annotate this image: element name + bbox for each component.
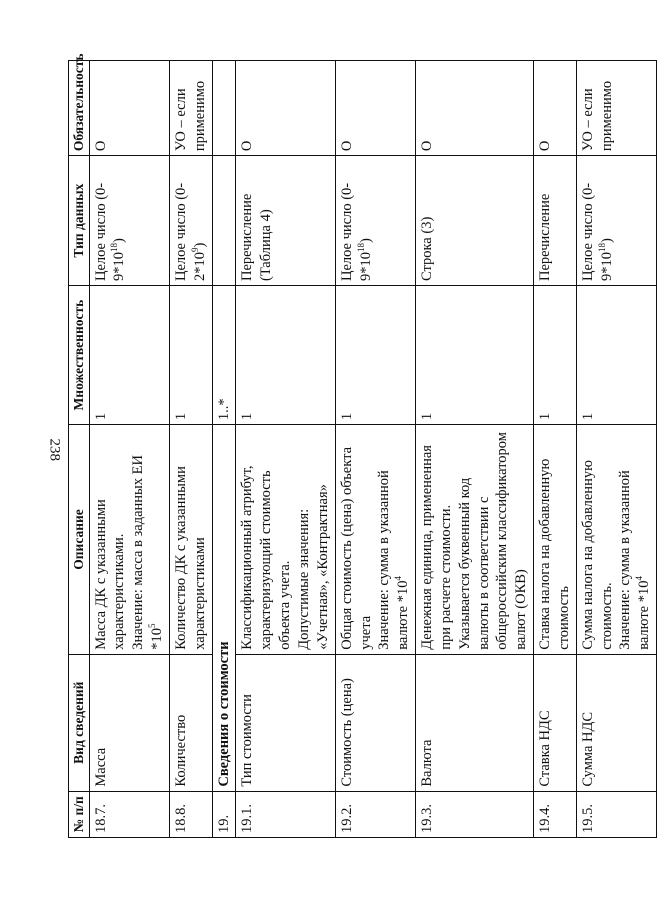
row-description — [89, 425, 169, 655]
row-number: 18.7. — [89, 791, 169, 837]
superscript: 5 — [147, 623, 158, 629]
table-row — [89, 61, 169, 838]
row-multiplicity: 1 — [335, 286, 415, 425]
table-row — [169, 61, 212, 838]
header-kind: Вид сведений — [69, 654, 90, 791]
description-line: Сумма налога на добавленную стоимость. — [579, 460, 615, 650]
superscript: 18 — [596, 243, 607, 253]
header-data-type: Тип данных — [69, 156, 90, 286]
row-number: 19. — [212, 791, 236, 837]
row-kind: Сумма НДС — [576, 654, 656, 791]
row-multiplicity: 1 — [236, 286, 335, 425]
specification-table — [68, 53, 657, 838]
description-line: Денежная единица, примененная при расчете стоимости. — [419, 445, 454, 650]
superscript: 18 — [355, 243, 366, 253]
row-number: 19.2. — [335, 791, 415, 837]
row-multiplicity: 1 — [416, 286, 534, 425]
row-number: 19.5. — [576, 791, 656, 837]
row-mandatory — [212, 61, 236, 156]
row-description: Ставка налога на добавленную стоимость — [534, 425, 577, 655]
row-data-type: Целое число $(0-9*10^{18})$ — [335, 156, 415, 286]
row-mandatory: О — [416, 61, 534, 156]
row-kind: Масса — [89, 654, 169, 791]
row-kind: Тип стоимости — [236, 654, 335, 791]
description-line: Масса ДК с указанными характеристиками. — [92, 499, 128, 650]
row-kind: Ставка НДС — [534, 654, 577, 791]
row-mandatory: О — [89, 61, 169, 156]
row-data-type: Целое число $(0-9*10^{18})$ — [576, 156, 656, 286]
row-data-type: Перечисление (Таблица 4) — [236, 156, 335, 286]
description-line: Указывается буквенный код валюты в соответствии с общероссийским классификатором валют (ОКВ) — [456, 432, 530, 650]
row-mandatory: О — [236, 61, 335, 156]
row-data-type: Целое число $(0-9*10^{18})$ — [89, 156, 169, 286]
row-description — [416, 425, 534, 655]
row-multiplicity: 1 — [534, 286, 577, 425]
superscript: 4 — [634, 576, 645, 581]
superscript: 4 — [393, 576, 404, 581]
header-multiplicity: Множественность — [69, 286, 90, 425]
row-description — [576, 425, 656, 655]
row-mandatory: УО – если применимо — [169, 61, 212, 156]
table-row — [335, 61, 415, 838]
row-description — [236, 425, 335, 655]
row-kind: Валюта — [416, 654, 534, 791]
description-line: Классификационный атрибут, характеризующий стоимость объекта учета. — [239, 465, 294, 650]
header-description: Описание — [69, 425, 90, 655]
description-line: Значение: сумма в указанной валюте $*10^4$ — [617, 470, 653, 650]
row-multiplicity: 1 — [169, 286, 212, 425]
row-description: Количество ДК с указанными характеристиками — [169, 425, 212, 655]
description-line: Допустимые значения: — [295, 508, 312, 650]
header-mandatory: Обязательность — [69, 61, 90, 156]
row-description — [335, 425, 415, 655]
row-multiplicity: 1 — [89, 286, 169, 425]
row-number: 19.4. — [534, 791, 577, 837]
row-data-type: Целое число $(0-2*10^9)$ — [169, 156, 212, 286]
row-data-type — [212, 156, 236, 286]
row-kind: Стоимость (цена) — [335, 654, 415, 791]
row-number: 18.8. — [169, 791, 212, 837]
table-header-row — [69, 61, 90, 838]
table-row — [576, 61, 656, 838]
description-line: «Учетная», «Контрактная» — [314, 484, 331, 650]
row-mandatory: УО – если применимо — [576, 61, 656, 156]
table-row — [236, 61, 335, 838]
section-title: Сведения о стоимости — [212, 425, 236, 791]
superscript: 9 — [189, 247, 200, 253]
row-multiplicity: 1..* — [212, 286, 236, 425]
row-number: 19.1. — [236, 791, 335, 837]
superscript: 18 — [109, 243, 120, 253]
document-table-rotated — [68, 53, 653, 838]
row-mandatory: О — [335, 61, 415, 156]
row-data-type: Перечисление — [534, 156, 577, 286]
row-data-type: Строка (3) — [416, 156, 534, 286]
header-number: № п/п — [69, 791, 90, 837]
row-kind: Количество — [169, 654, 212, 791]
description-line: Общая стоимость (цена) объекта учета — [338, 446, 374, 650]
row-multiplicity: 1 — [576, 286, 656, 425]
table-row — [416, 61, 534, 838]
row-mandatory: О — [534, 61, 577, 156]
table-section-row — [212, 61, 236, 838]
table-row — [534, 61, 577, 838]
row-number: 19.3. — [416, 791, 534, 837]
description-line: Значение: масса в заданных ЕИ $*10^5$ — [130, 455, 166, 650]
page-number: 238 — [46, 438, 63, 461]
description-line: Значение: сумма в указанной валюте $*10^4$ — [376, 470, 412, 650]
